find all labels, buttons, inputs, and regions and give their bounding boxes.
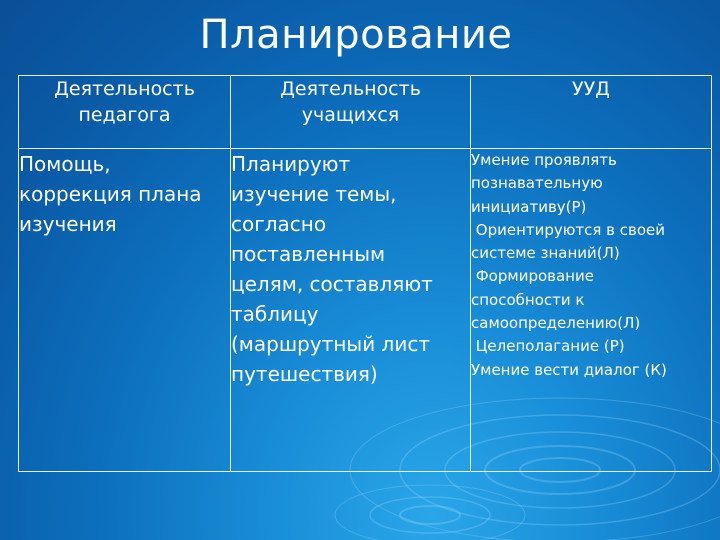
cell-line: Умение проявлять bbox=[471, 151, 617, 169]
cell-line: изучение темы, bbox=[231, 182, 397, 206]
cell-line: Умение вести диалог (К) bbox=[471, 360, 667, 379]
cell-line: Формирование bbox=[471, 267, 594, 286]
header-line: Деятельность bbox=[280, 78, 421, 100]
cell-line: способности к bbox=[471, 290, 585, 309]
slide-title bbox=[0, 10, 720, 60]
cell-line: путешествия) bbox=[231, 362, 378, 386]
header-uud bbox=[471, 76, 712, 149]
cell-line: Помощь, bbox=[19, 152, 111, 176]
slide-title-text: Планирование bbox=[199, 12, 513, 58]
cell-line: изучения bbox=[19, 212, 117, 236]
cell-line: Ориентируются в своей bbox=[471, 220, 666, 239]
header-teacher-activity bbox=[19, 76, 231, 149]
cell-line: самоопределению(Л) bbox=[471, 314, 641, 333]
cell-line: согласно bbox=[231, 212, 327, 236]
header-line: Деятельность bbox=[54, 78, 195, 100]
cell-line: (маршрутный лист bbox=[231, 332, 430, 356]
cell-uud bbox=[471, 149, 712, 472]
header-student-activity bbox=[231, 76, 471, 149]
cell-line: познавательную bbox=[471, 174, 603, 193]
header-line: УУД bbox=[572, 78, 610, 100]
cell-line: поставленным bbox=[231, 242, 386, 266]
cell-line: Планируют bbox=[231, 152, 351, 176]
header-line: педагога bbox=[78, 104, 171, 126]
cell-line: коррекция плана bbox=[19, 182, 202, 206]
planning-table bbox=[18, 75, 712, 472]
cell-student-activity bbox=[231, 149, 471, 472]
cell-line: целям, составляют bbox=[231, 272, 433, 296]
cell-teacher-activity bbox=[19, 149, 231, 472]
cell-line: Целеполагание (Р) bbox=[471, 337, 625, 356]
cell-line: инициативу(Р) bbox=[471, 197, 587, 216]
header-line: учащихся bbox=[301, 104, 400, 126]
cell-line: системе знаний(Л) bbox=[471, 244, 620, 263]
table-header-row bbox=[19, 76, 712, 149]
table-row bbox=[19, 149, 712, 472]
cell-line: таблицу bbox=[231, 302, 319, 326]
